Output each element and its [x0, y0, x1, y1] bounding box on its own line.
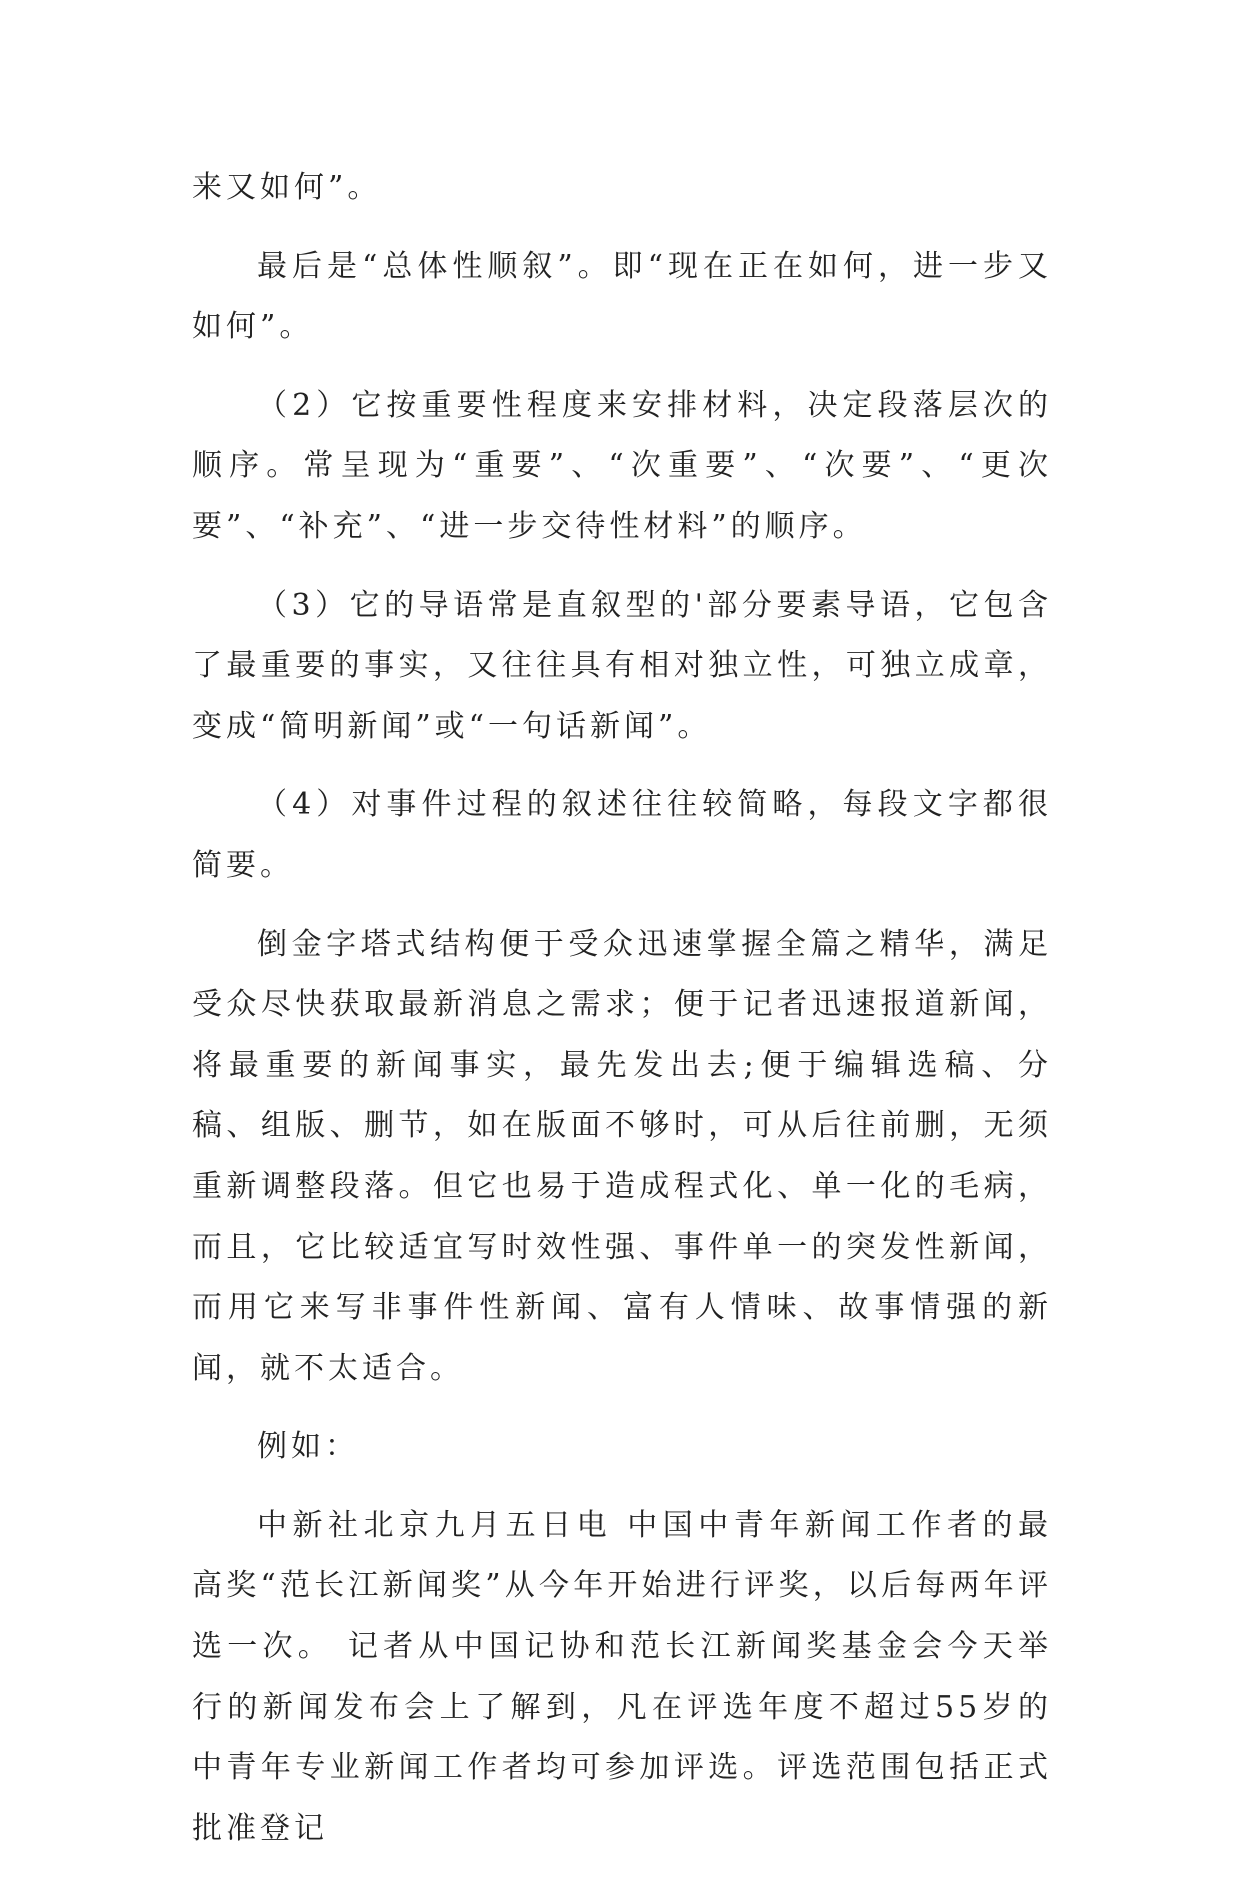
paragraph-example-label: 例如：	[257, 1429, 359, 1465]
paragraph-point-3: （3）它的导语常是直叙型的'部分要素导语，它包含了最重要的事实，又往往具有相对独立性，可独立成章，变成“简明新闻”或“一句话新闻”。	[192, 587, 1052, 744]
paragraph-pyramid-evaluation: 倒金字塔式结构便于受众迅速掌握全篇之精华，满足受众尽快获取最新消息之需求；便于记者迅速报道新闻，将最重要的新闻事实，最先发出去;便于编辑选稿、分稿、组版、删节，如在版面不够时，可从后往前删，无须重新调整段落。但它也易于造成程式化、单一化的毛病，而且，它比较适宜写时效性强、事件单一的突发性新闻，而用它来写非事件性新闻、富有人情味、故事情强的新闻，就不太适合。	[192, 926, 1052, 1386]
document-body	[192, 158, 1052, 1877]
paragraph-point-4: （4）对事件过程的叙述往往较简略，每段文字都很简要。	[192, 787, 1052, 883]
paragraph-example-news: 中新社北京九月五日电 中国中青年新闻工作者的最高奖“范长江新闻奖”从今年开始进行评奖，以后每两年评选一次。 记者从中国记协和范长江新闻奖基金会今天举行的新闻发布会上了解到，凡在评选年度不超过55岁的中青年专业新闻工作者均可参加评选。评选范围包括正式批准登记	[192, 1507, 1052, 1846]
paragraph-continuation: 来又如何”。	[192, 170, 382, 205]
paragraph-point-2: （2）它按重要性程度来安排材料，决定段落层次的顺序。常呈现为“重要”、“次重要”、“次要”、“更次要”、“补充”、“进一步交待性材料”的顺序。	[192, 387, 1052, 544]
paragraph-overall-narration: 最后是“总体性顺叙”。即“现在正在如何，进一步又如何”。	[192, 248, 1052, 345]
